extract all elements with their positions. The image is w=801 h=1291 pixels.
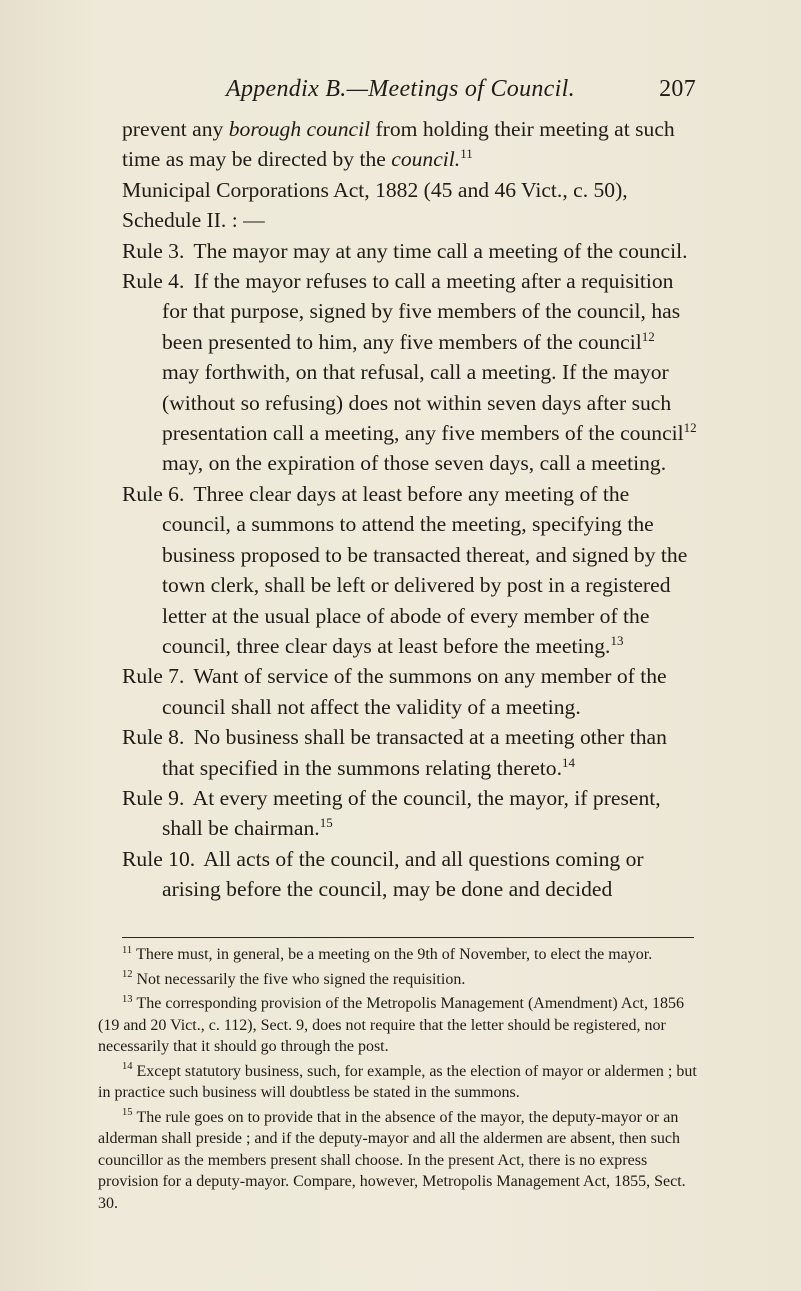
rule-7: Rule 7. Want of service of the summons on any member of the council shall not affect the validity of a meeting. (122, 664, 667, 719)
footnote-number: 14 (122, 1061, 133, 1073)
rule-9: Rule 9. At every meeting of the council, the mayor, if present, shall be chairman.$^{15}$ (122, 785, 661, 841)
footnote-number: 12 (122, 969, 133, 981)
footnote-13: $^{13}$ The corresponding provision of the Metropolis Management (Amendment) Act, 1856 (19 and 20 Vict., c. 112), Sect. 9, does not require that the letter should be registered, nor necessarily that it should go through the post. (98, 993, 684, 1055)
footnote-15: $^{15}$ The rule goes on to provide that in the absence of the mayor, the deputy-mayor or an alderman shall preside ; and if the deputy-mayor and all the aldermen are absent, then such councillor as the members present shall choose. In the present Act, there is no express provision for a deputy-mayor. Compare, however, Metropolis Management Act, 1855, Sect. 30. (98, 1107, 686, 1212)
footnotes (98, 944, 698, 1217)
rule-6: Rule 6. Three clear days at least before any meeting of the council, a summons to attend the meeting, specifying the business proposed to be transacted thereat, and signed by the town clerk, shall be left or delivered by post in a registered letter at the usual place of abode of every member of the council, three clear days at least before the meeting.$^{13}$ (122, 481, 688, 658)
rule-4: Rule 4. If the mayor refuses to call a meeting after a requisition for that purpose, signed by five members of the council, has been presented to him, any five members of the council$^{12}$ may forthwith, on that refusal, call a meeting. If the mayor (without so refusing) does not within seven days after such presentation call a meeting, any five members of the council$^{12}$ may, on the expiration of those seven days, call a meeting. (122, 269, 697, 476)
footnote-ref[interactable]: 12 (683, 419, 697, 435)
footnote-divider (122, 937, 694, 938)
main-text (122, 114, 697, 905)
rule-label: Rule 6. (122, 481, 185, 506)
header-title: Appendix B.—Meetings of Council. (226, 76, 575, 102)
rule-label: Rule 8. (122, 725, 185, 750)
rule-label: Rule 10. (122, 846, 196, 871)
footnote-ref[interactable]: 12 (641, 328, 655, 344)
rule-label: Rule 4. (122, 269, 185, 294)
intro-paragraph: prevent any borough council from holding their meeting at such time as may be directed by the council.$^{11}$ (122, 117, 675, 172)
running-header (226, 76, 696, 106)
footnote-number: 11 (122, 944, 133, 956)
rule-label: Rule 3. (122, 238, 185, 263)
footnote-11: $^{11}$ There must, in general, be a meeting on the 9th of November, to elect the mayor. (122, 944, 653, 963)
footnote-12: $^{12}$ Not necessarily the five who signed the requisition. (122, 969, 466, 988)
footnote-ref[interactable]: 15 (319, 815, 333, 831)
rule-label: Rule 9. (122, 785, 185, 810)
statute-citation: Municipal Corporations Act, 1882 (45 and 46 Vict., c. 50), Schedule II. : — (122, 177, 628, 233)
page-number: 207 (659, 76, 696, 102)
footnote-ref[interactable]: 13 (610, 632, 624, 648)
footnote-ref[interactable]: 11 (460, 146, 473, 162)
rule-8: Rule 8. No business shall be transacted at a meeting other than that specified in the summons relating thereto.$^{14}$ (122, 725, 667, 780)
footnote-number: 15 (122, 1107, 133, 1119)
emphasis-borough-council: borough council (228, 117, 371, 141)
emphasis-council: council. (391, 147, 461, 172)
rule-label: Rule 7. (122, 664, 185, 689)
footnote-ref[interactable]: 14 (561, 754, 575, 770)
rule-3: Rule 3. The mayor may at any time call a meeting of the council. (122, 238, 688, 263)
rule-10: Rule 10. All acts of the council, and all questions coming or arising before the council, may be done and decided (122, 846, 644, 902)
footnote-number: 13 (122, 993, 133, 1005)
footnote-14: $^{14}$ Except statutory business, such, for example, as the election of mayor or aldermen ; but in practice such business will doubtless be stated in the summons. (98, 1061, 697, 1101)
